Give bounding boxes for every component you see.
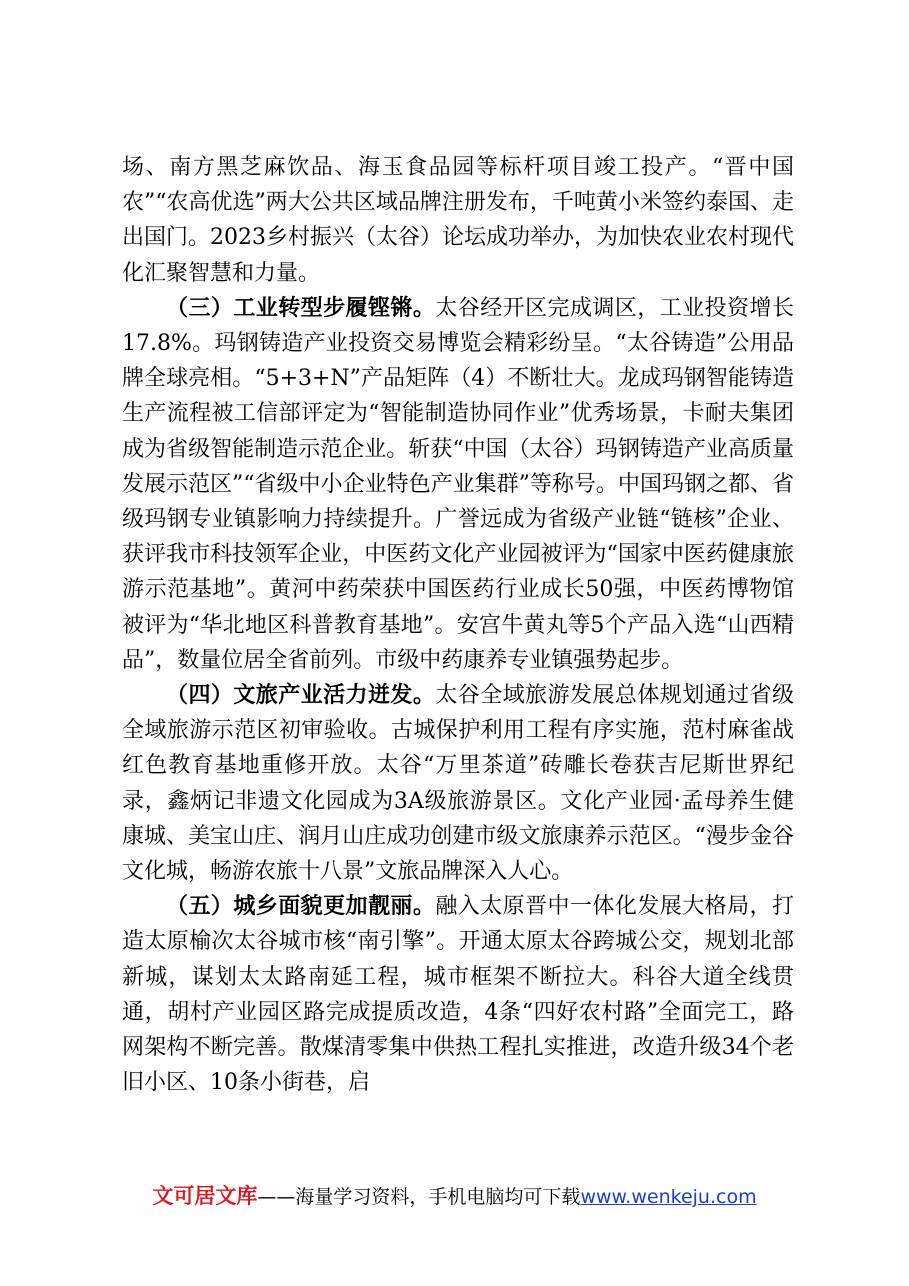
paragraph-4 [122, 889, 794, 1100]
paragraph-3-text: 太谷全域旅游发展总体规划通过省级全域旅游示范区初审验收。古城保护利用工程有序实施，范村麻雀战红色教育基地重修开放。太谷“万里茶道”砖雕长卷获吉尼斯世界纪录，鑫炳记非遗文化园成为3A级旅游景区。文化产业园·孟母养生健康城、美宝山庄、润月山庄成功创建市级文旅康养示范区。“漫步金谷文化城，畅游农旅十八景”文旅品牌深入人心。 [122, 683, 794, 885]
footer-banner [0, 1181, 909, 1212]
section-heading-tourism: （四）文旅产业活力迸发。 [166, 683, 436, 709]
paragraph-1-text: 场、南方黑芝麻饮品、海玉食品园等标杆项目竣工投产。“晋中国农”“农高优选”两大公共区域品牌注册发布，千吨黄小米签约泰国、走出国门。2023乡村振兴（太谷）论坛成功举办，为加快农业农村现代化汇聚智慧和力量。 [122, 155, 794, 286]
footer-link[interactable]: www.wenkeju.com [580, 1186, 757, 1208]
section-heading-industry: （三）工业转型步履铿锵。 [166, 295, 436, 321]
document-body [122, 150, 794, 1100]
footer-brand: 文可居文库 [152, 1184, 258, 1208]
paragraph-3 [122, 678, 794, 889]
paragraph-2-text: 太谷经开区完成调区，工业投资增长17.8%。玛钢铸造产业投资交易博览会精彩纷呈。“太谷铸造”公用品牌全球亮相。“5+3+N”产品矩阵（4）不断壮大。龙成玛钢智能铸造生产流程被工信部评定为“智能制造协同作业”优秀场景，卡耐夫集团成为省级智能制造示范企业。斩获“中国（太谷）玛钢铸造产业高质量发展示范区”“省级中小企业特色产业集群”等称号。中国玛钢之都、省级玛钢专业镇影响力持续提升。广誉远成为省级产业链“链核”企业、获评我市科技领军企业，中医药文化产业园被评为“国家中医药健康旅游示范基地”。黄河中药荣获中国医药行业成长50强，中医药博物馆被评为“华北地区科普教育基地”。安宫牛黄丸等5个产品入选“山西精品”，数量位居全省前列。市级中药康养专业镇强势起步。 [122, 295, 794, 673]
paragraph-1 [122, 150, 794, 291]
paragraph-4-text: 融入太原晋中一体化发展大格局，打造太原榆次太谷城市核“南引擎”。开通太原太谷跨城公交，规划北部新城，谋划太太路南延工程，城市框架不断拉大。科谷大道全线贯通，胡村产业园区路完成提质改造，4条“四好农村路”全面完工，路网架构不断完善。散煤清零集中供热工程扎实推进，改造升级34个老旧小区、10条小街巷，启 [122, 894, 794, 1096]
footer-slogan: ——海量学习资料，手机电脑均可下载 [257, 1186, 581, 1208]
section-heading-urban-rural: （五）城乡面貌更加靓丽。 [166, 894, 436, 920]
paragraph-2 [122, 291, 794, 678]
